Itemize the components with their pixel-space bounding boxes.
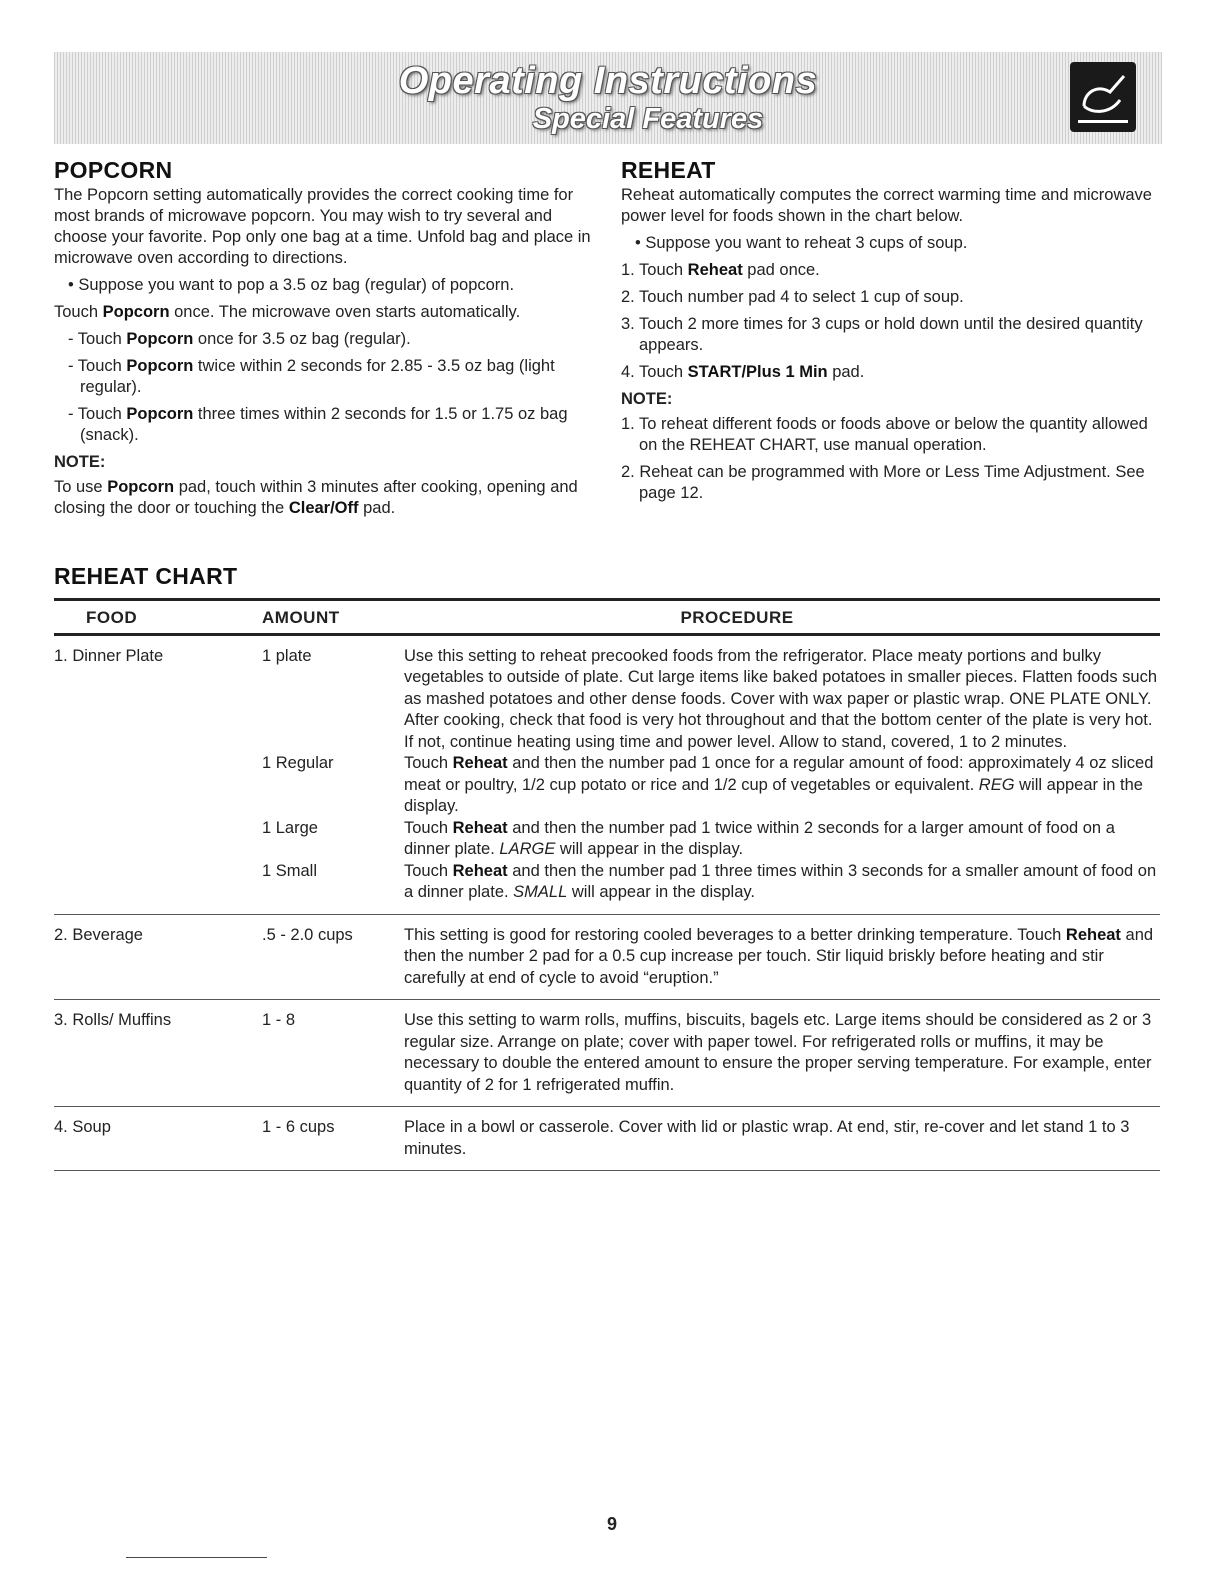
table-row	[54, 914, 1160, 1000]
amount-cell: 1 - 8	[262, 1000, 404, 1107]
reheat-chart-table	[54, 598, 1160, 1171]
reheat-note-heading: NOTE:	[621, 390, 673, 408]
dinner-plate-details	[262, 634, 1160, 914]
reheat-note-1: 1. To reheat different foods or foods above or below the quantity allowed on the REHEAT CHART, use manual operation.	[621, 415, 1148, 454]
table-row	[54, 1107, 1160, 1171]
reheat-section	[621, 157, 1166, 510]
table-row	[54, 1000, 1160, 1107]
procedure-cell: This setting is good for restoring cooled beverages to a better drinking temperature. Touch Reheat and then the number 2 pad for a 0.5 cup increase per touch. Stir liquid briskly before heating and stir carefully at end of cycle to avoid “eruption.”	[404, 914, 1160, 1000]
cooking-pot-icon	[1070, 62, 1136, 132]
popcorn-option-snack: - Touch Popcorn three times within 2 seconds for 1.5 or 1.75 oz bag (snack).	[68, 405, 568, 444]
food-cell: 2. Beverage	[54, 914, 262, 1000]
popcorn-option-regular: - Touch Popcorn once for 3.5 oz bag (regular).	[68, 330, 411, 348]
reheat-note-2: 2. Reheat can be programmed with More or Less Time Adjustment. See page 12.	[621, 463, 1145, 502]
table-row	[54, 634, 1160, 914]
procedure-cell: Place in a bowl or casserole. Cover with lid or plastic wrap. At end, stir, re-cover and let stand 1 to 3 minutes.	[404, 1107, 1160, 1171]
page-number: 9	[606, 1514, 617, 1534]
amount-cell: 1 Small	[262, 861, 318, 880]
sub-row	[262, 861, 1160, 904]
amount-cell: 1 Regular	[262, 754, 334, 772]
column-header-food: FOOD	[54, 600, 262, 635]
page-subtitle: Special Features	[532, 103, 764, 135]
food-cell: 3. Rolls/ Muffins	[54, 1000, 262, 1107]
procedure-text: Use this setting to reheat precooked foods from the refrigerator. Place meaty portions and bulky vegetables to outside of plate. Cut large items like baked potatoes in smaller pieces. Flatten foods such as mashed potatoes and other dense foods. Cover with wax paper or plastic wrap. ONE PLATE ONLY.	[404, 646, 1158, 708]
reheat-step-1: 1. Touch Reheat pad once.	[621, 261, 820, 279]
food-cell: 1. Dinner Plate	[54, 634, 262, 914]
reheat-step-4: 4. Touch START/Plus 1 Min pad.	[621, 363, 865, 381]
amount-cell: 1 plate	[262, 646, 312, 665]
column-header-amount: AMOUNT	[262, 600, 404, 635]
popcorn-bullet: • Suppose you want to pop a 3.5 oz bag (regular) of popcorn.	[68, 276, 515, 294]
procedure-cell	[404, 646, 1160, 754]
procedure-cell: Use this setting to warm rolls, muffins, biscuits, bagels etc. Large items should be considered as 2 or 3 regular size. Arrange on plate; cover with paper towel. For refrigerated rolls or muffins, it may be necessary to double the entered amount to ensure the proper serving temperature. For example, enter quantity of 2 for 1 refrigerated muffin.	[404, 1000, 1160, 1107]
page-title: Operating Instructions	[398, 60, 818, 102]
table-header-row	[54, 600, 1160, 635]
popcorn-heading: POPCORN	[54, 157, 173, 183]
popcorn-intro: The Popcorn setting automatically provides the correct cooking time for most brands of microwave popcorn. You may wish to try several and choose your favorite. Pop only one bag at a time. Unfold bag and place in microwave oven according to directions.	[54, 186, 591, 267]
footer-link-underline	[126, 1557, 267, 1558]
food-cell: 4. Soup	[54, 1107, 262, 1171]
reheat-intro: Reheat automatically computes the correct warming time and microwave power level for foods shown in the chart below.	[621, 186, 1152, 225]
popcorn-note-heading: NOTE:	[54, 453, 106, 471]
amount-cell: 1 Large	[262, 818, 318, 837]
procedure-cell: Touch Reheat and then the number pad 1 once for a regular amount of food: approximately 4 oz sliced meat or poultry, 1/2 cup potato or rice and 1/2 cup of vegetables or equivalent. REG will appear in the display.	[404, 754, 1154, 815]
amount-cell: .5 - 2.0 cups	[262, 914, 404, 1000]
sub-row	[262, 753, 1160, 818]
popcorn-touch: Touch Popcorn once. The microwave oven starts automatically.	[54, 303, 521, 321]
header-banner	[54, 52, 1162, 144]
reheat-heading: REHEAT	[621, 157, 716, 183]
popcorn-section	[54, 157, 594, 525]
sub-row	[262, 646, 1160, 754]
column-header-procedure: PROCEDURE	[404, 600, 1160, 635]
popcorn-note: To use Popcorn pad, touch within 3 minutes after cooking, opening and closing the door or touching the Clear/Off pad.	[54, 478, 578, 517]
sub-row	[262, 818, 1160, 861]
reheat-step-3: 3. Touch 2 more times for 3 cups or hold down until the desired quantity appears.	[621, 315, 1143, 354]
reheat-bullet: • Suppose you want to reheat 3 cups of soup.	[635, 234, 968, 252]
reheat-step-2: 2. Touch number pad 4 to select 1 cup of soup.	[621, 288, 964, 306]
amount-cell: 1 - 6 cups	[262, 1107, 404, 1171]
popcorn-option-light: - Touch Popcorn twice within 2 seconds for 2.85 - 3.5 oz bag (light regular).	[68, 357, 555, 396]
procedure-cell: Touch Reheat and then the number pad 1 twice within 2 seconds for a larger amount of food on a dinner plate. LARGE will appear in the display.	[404, 818, 1115, 858]
procedure-cell: Touch Reheat and then the number pad 1 three times within 3 seconds for a smaller amount of food on a dinner plate. SMALL will appear in the display.	[404, 861, 1157, 901]
reheat-chart-title: REHEAT CHART	[54, 563, 238, 589]
procedure-text: After cooking, check that food is very hot throughout and that the bottom center of the plate is very hot. If not, continue heating using time and power level. Allow to stand, covered, 1 to 2 minutes.	[404, 711, 1153, 751]
